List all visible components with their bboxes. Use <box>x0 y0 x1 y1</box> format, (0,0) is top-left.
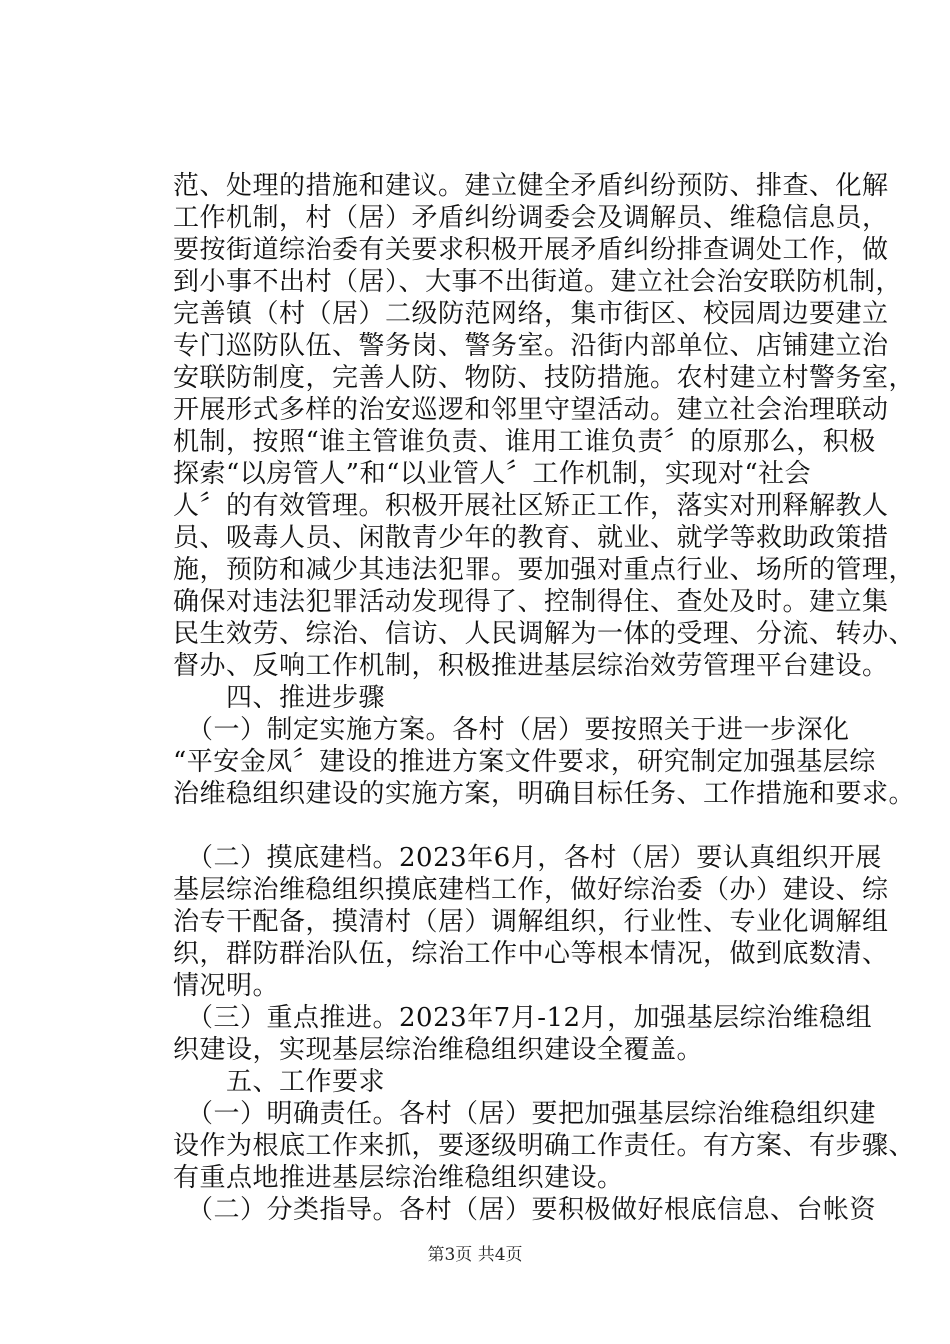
section-heading: 五、工作要求 <box>226 1067 386 1097</box>
text-line: 施，预防和减少其违法犯罪。要加强对重点行业、场所的管理， <box>173 555 916 585</box>
text-line: 安联防制度，完善人防、物防、技防措施。农村建立村警务室， <box>173 363 916 393</box>
text-line: 督办、反响工作机制，积极推进基层综治效劳管理平台建设。 <box>173 651 889 681</box>
text-line: 民生效劳、综治、信访、人民调解为一体的受理、分流、转办、 <box>173 619 916 649</box>
text-line: 人〞的有效管理。积极开展社区矫正工作，落实对刑释解教人 <box>173 491 889 521</box>
text-line: 探索“以房管人”和“以业管人〞工作机制，实现对“社会 <box>173 459 812 489</box>
text-line: （二）分类指导。各村（居）要积极做好根底信息、台帐资 <box>187 1195 877 1225</box>
text-line: 员、吸毒人员、闲散青少年的教育、就业、就学等救助政策措 <box>173 523 889 553</box>
text-line: 有重点地推进基层综治维稳组织建设。 <box>173 1163 624 1193</box>
text-line: 治维稳组织建设的实施方案，明确目标任务、工作措施和要求。 <box>173 779 916 809</box>
text-line: （二）摸底建档。2023年6月，各村（居）要认真组织开展 <box>187 843 882 873</box>
page-number-footer: 第3页 共4页 <box>427 1245 523 1265</box>
text-line: 范、处理的措施和建议。建立健全矛盾纠纷预防、排查、化解 <box>173 171 889 201</box>
text-line: “平安金凤〞建设的推进方案文件要求，研究制定加强基层综 <box>173 747 876 777</box>
text-line: 确保对违法犯罪活动发现得了、控制得住、查处及时。建立集 <box>173 587 889 617</box>
text-line: （一）明确责任。各村（居）要把加强基层综治维稳组织建 <box>187 1099 877 1129</box>
text-line: 基层综治维稳组织摸底建档工作，做好综治委（办）建设、综 <box>173 875 889 905</box>
text-line: 工作机制，村（居）矛盾纠纷调委会及调解员、维稳信息员， <box>173 203 889 233</box>
text-line: 治专干配备，摸清村（居）调解组织，行业性、专业化调解组 <box>173 907 889 937</box>
text-line: 织建设，实现基层综治维稳组织建设全覆盖。 <box>173 1035 704 1065</box>
text-line: 情况明。 <box>173 971 280 1001</box>
text-line: （一）制定实施方案。各村（居）要按照关于进一步深化 <box>187 715 850 745</box>
text-line: 织，群防群治队伍，综治工作中心等根本情况，做到底数清、 <box>173 939 889 969</box>
text-line: 机制，按照“谁主管谁负责、谁用工谁负责〞的原那么，积极 <box>173 427 876 457</box>
text-line: 开展形式多样的治安巡逻和邻里守望活动。建立社会治理联动 <box>173 395 889 425</box>
text-line: 专门巡防队伍、警务岗、警务室。沿街内部单位、店铺建立治 <box>173 331 889 361</box>
section-heading: 四、推进步骤 <box>226 683 386 713</box>
text-line: 到小事不出村（居）、大事不出街道。建立社会治安联防机制， <box>173 267 903 297</box>
text-line: （三）重点推进。2023年7月-12月，加强基层综治维稳组 <box>187 1003 873 1033</box>
text-line: 要按街道综治委有关要求积极开展矛盾纠纷排查调处工作，做 <box>173 235 889 265</box>
text-line: 设作为根底工作来抓，要逐级明确工作责任。有方案、有步骤、 <box>173 1131 916 1161</box>
text-line: 完善镇（村（居）二级防范网络，集市街区、校园周边要建立 <box>173 299 889 329</box>
